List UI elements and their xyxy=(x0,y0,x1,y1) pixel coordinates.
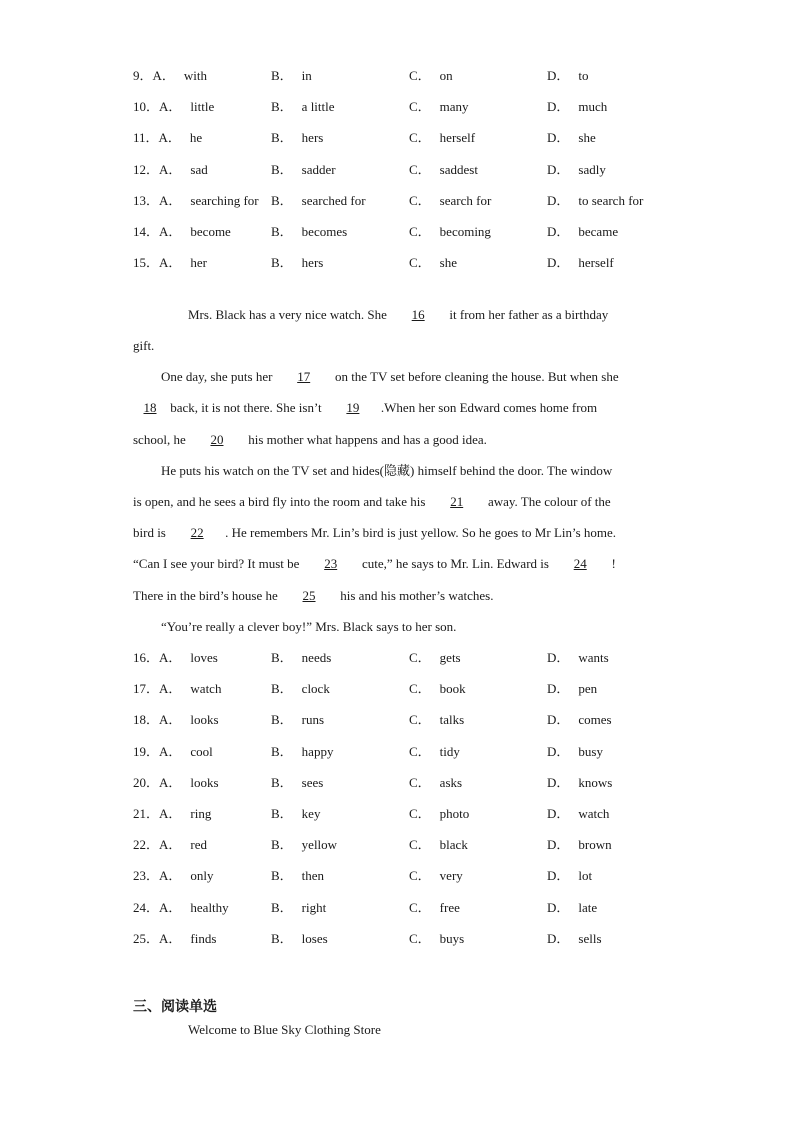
passage-line: is open, and he sees a bird fly into the room and take his 21 away. The colour of the xyxy=(133,492,611,512)
blank-25[interactable]: 25 xyxy=(302,588,316,603)
option-b[interactable] xyxy=(271,866,324,886)
option-a[interactable] xyxy=(133,866,214,886)
option-letter: B． xyxy=(271,712,293,728)
option-text: pen xyxy=(578,681,598,697)
option-letter: D． xyxy=(547,681,570,697)
blank-23[interactable]: 23 xyxy=(324,556,338,571)
passage-line: bird is 22 . He remembers Mr. Lin’s bird is just yellow. So he goes to Mr Lin’s home. xyxy=(133,523,616,543)
option-a[interactable] xyxy=(133,929,216,949)
option-text: becomes xyxy=(301,224,348,239)
passage-line: “Can I see your bird? It must be 23 cute,” he says to Mr. Lin. Edward is 24 ! xyxy=(133,554,616,574)
option-letter: C． xyxy=(409,899,431,915)
option-b[interactable] xyxy=(271,191,366,211)
option-a[interactable] xyxy=(133,679,221,699)
question-number: 10． xyxy=(133,99,160,115)
option-letter: A． xyxy=(159,930,182,946)
option-letter: A． xyxy=(159,899,182,915)
option-letter: C． xyxy=(409,224,431,239)
option-a[interactable] xyxy=(133,253,207,273)
option-a[interactable] xyxy=(133,742,213,762)
option-letter: A． xyxy=(159,681,182,697)
option-letter: B． xyxy=(271,868,293,884)
option-text: little xyxy=(190,99,215,115)
option-letter: C． xyxy=(409,255,431,271)
option-a[interactable] xyxy=(133,835,207,855)
option-text: comes xyxy=(578,712,612,728)
option-text: needs xyxy=(301,650,332,665)
option-d[interactable] xyxy=(547,191,643,211)
blank-24[interactable]: 24 xyxy=(573,556,587,571)
option-letter: D． xyxy=(547,806,570,821)
option-letter: D． xyxy=(547,161,570,177)
option-text: loves xyxy=(190,650,218,665)
option-c[interactable] xyxy=(409,742,460,762)
option-letter: A． xyxy=(159,837,182,853)
option-c[interactable] xyxy=(409,128,475,148)
option-d[interactable] xyxy=(547,773,612,793)
question-number: 15． xyxy=(133,255,160,271)
option-letter: A． xyxy=(152,68,175,83)
option-letter: B． xyxy=(271,161,293,177)
option-text: busy xyxy=(578,743,603,759)
option-letter: B． xyxy=(271,130,293,146)
option-b[interactable] xyxy=(271,773,323,793)
option-letter: B． xyxy=(271,99,293,115)
option-text: late xyxy=(578,899,598,915)
question-number: 25． xyxy=(133,930,160,946)
option-c[interactable] xyxy=(409,253,457,273)
blank-19[interactable]: 19 xyxy=(346,400,360,415)
option-text: with xyxy=(183,68,208,83)
question-number: 12． xyxy=(133,161,160,177)
option-letter: B． xyxy=(271,650,293,665)
option-b[interactable] xyxy=(271,648,331,668)
option-letter: B． xyxy=(271,68,293,83)
option-text: sees xyxy=(301,774,324,790)
passage-title: Welcome to Blue Sky Clothing Store xyxy=(188,1022,381,1037)
option-text: red xyxy=(190,837,208,853)
option-letter: C． xyxy=(409,837,431,853)
option-text: herself xyxy=(439,130,476,146)
option-text: herself xyxy=(578,255,614,271)
option-b[interactable] xyxy=(271,222,347,242)
option-text: knows xyxy=(578,774,613,790)
option-c[interactable] xyxy=(409,929,464,949)
option-text: searching for xyxy=(190,192,259,208)
option-letter: C． xyxy=(409,868,431,884)
blank-21[interactable]: 21 xyxy=(450,494,464,509)
option-letter: A． xyxy=(159,774,182,790)
option-letter: D． xyxy=(547,68,570,83)
option-b[interactable] xyxy=(271,710,324,730)
option-c[interactable] xyxy=(409,66,453,86)
option-letter: A． xyxy=(159,868,182,884)
passage-line: school, he 20 his mother what happens and has a good idea. xyxy=(133,430,487,450)
option-b[interactable] xyxy=(271,66,312,86)
option-text: ring xyxy=(190,806,212,821)
option-a[interactable] xyxy=(133,898,229,918)
option-text: black xyxy=(439,837,468,853)
option-text: key xyxy=(301,806,321,821)
option-text: finds xyxy=(190,930,217,946)
option-text: search for xyxy=(439,192,492,208)
blank-17[interactable]: 17 xyxy=(297,369,311,384)
option-text: loses xyxy=(301,930,328,946)
option-a[interactable] xyxy=(133,710,219,730)
option-a[interactable] xyxy=(133,804,211,824)
question-number: 14． xyxy=(133,224,160,239)
question-number: 19． xyxy=(133,743,160,759)
option-letter: D． xyxy=(547,192,570,208)
option-d[interactable] xyxy=(547,253,614,273)
option-letter: B． xyxy=(271,681,293,697)
option-text: watch xyxy=(190,681,222,697)
blank-16[interactable]: 16 xyxy=(411,307,425,322)
option-letter: A． xyxy=(159,806,182,821)
option-b[interactable] xyxy=(271,742,333,762)
option-text: happy xyxy=(301,743,334,759)
option-d[interactable] xyxy=(547,222,618,242)
option-text: wants xyxy=(578,650,609,665)
option-text: on xyxy=(439,68,453,83)
section-title: 三、阅读单选 xyxy=(133,999,217,1015)
option-letter: B． xyxy=(271,192,293,208)
question-number: 23． xyxy=(133,868,160,884)
option-a[interactable] xyxy=(133,97,214,117)
option-text: healthy xyxy=(190,899,229,915)
option-text: sadly xyxy=(578,161,606,177)
option-b[interactable] xyxy=(271,160,336,180)
question-number: 17． xyxy=(133,681,160,697)
option-text: became xyxy=(578,224,619,239)
option-text: free xyxy=(439,899,460,915)
option-b[interactable] xyxy=(271,929,328,949)
option-text: saddest xyxy=(439,161,478,177)
option-text: lot xyxy=(578,868,593,884)
option-c[interactable] xyxy=(409,222,491,242)
option-letter: D． xyxy=(547,868,570,884)
option-text: a little xyxy=(301,99,335,115)
passage-line: There in the bird’s house he 25 his and his mother’s watches. xyxy=(133,586,493,606)
question-number: 21． xyxy=(133,806,160,821)
blank-20[interactable]: 20 xyxy=(210,432,224,447)
option-b[interactable] xyxy=(271,253,323,273)
option-d[interactable] xyxy=(547,835,612,855)
option-a[interactable] xyxy=(133,191,259,211)
option-text: photo xyxy=(439,806,470,821)
question-number: 11． xyxy=(133,130,159,146)
question-number: 22． xyxy=(133,837,160,853)
option-text: brown xyxy=(578,837,612,853)
option-letter: A． xyxy=(159,99,182,115)
option-text: become xyxy=(190,224,231,239)
option-text: she xyxy=(439,255,458,271)
option-letter: B． xyxy=(271,899,293,915)
blank-18[interactable]: 18 xyxy=(143,400,157,415)
option-letter: C． xyxy=(409,650,431,665)
question-number: 16． xyxy=(133,650,160,665)
blank-22[interactable]: 22 xyxy=(190,525,204,540)
option-b[interactable] xyxy=(271,835,337,855)
option-c[interactable] xyxy=(409,898,460,918)
option-text: runs xyxy=(301,712,325,728)
option-c[interactable] xyxy=(409,866,463,886)
option-letter: A． xyxy=(159,192,182,208)
question-number: 20． xyxy=(133,774,160,790)
option-d[interactable] xyxy=(547,679,597,699)
option-text: watch xyxy=(578,806,610,821)
option-text: he xyxy=(189,130,203,146)
option-text: sells xyxy=(578,930,602,946)
option-d[interactable] xyxy=(547,160,606,180)
option-letter: C． xyxy=(409,806,431,821)
option-text: hers xyxy=(301,130,324,146)
option-letter: A． xyxy=(159,712,182,728)
option-text: her xyxy=(190,255,208,271)
option-d[interactable] xyxy=(547,898,597,918)
option-a[interactable] xyxy=(133,66,207,86)
option-letter: B． xyxy=(271,743,293,759)
option-letter: C． xyxy=(409,712,431,728)
option-text: then xyxy=(301,868,325,884)
option-letter: D． xyxy=(547,837,570,853)
option-text: tidy xyxy=(439,743,460,759)
option-letter: C． xyxy=(409,774,431,790)
option-text: yellow xyxy=(301,837,338,853)
passage-line: He puts his watch on the TV set and hides(隐藏) himself behind the door. The window xyxy=(161,463,613,478)
option-c[interactable] xyxy=(409,648,461,668)
option-text: becoming xyxy=(439,224,491,239)
option-letter: C． xyxy=(409,68,431,83)
option-letter: A． xyxy=(158,130,181,146)
option-letter: B． xyxy=(271,837,293,853)
option-letter: D． xyxy=(547,774,570,790)
passage-line: gift. xyxy=(133,338,155,353)
option-letter: A． xyxy=(159,224,182,239)
option-c[interactable] xyxy=(409,710,464,730)
option-text: looks xyxy=(190,774,219,790)
option-letter: D． xyxy=(547,650,570,665)
option-letter: B． xyxy=(271,774,293,790)
option-letter: A． xyxy=(159,650,182,665)
option-a[interactable] xyxy=(133,648,218,668)
question-number: 24． xyxy=(133,899,160,915)
option-text: she xyxy=(578,130,596,146)
option-a[interactable] xyxy=(133,160,208,180)
option-c[interactable] xyxy=(409,97,469,117)
option-c[interactable] xyxy=(409,160,478,180)
option-text: sad xyxy=(190,161,208,177)
option-text: buys xyxy=(439,930,465,946)
option-letter: B． xyxy=(271,255,293,271)
option-b[interactable] xyxy=(271,128,323,148)
option-text: only xyxy=(190,868,214,884)
option-letter: B． xyxy=(271,224,293,239)
option-text: to xyxy=(578,68,589,83)
option-text: to search for xyxy=(578,192,644,208)
option-c[interactable] xyxy=(409,773,462,793)
option-letter: D． xyxy=(547,712,570,728)
option-text: looks xyxy=(190,712,219,728)
question-number: 9． xyxy=(133,68,153,83)
question-number: 18． xyxy=(133,712,160,728)
option-b[interactable] xyxy=(271,679,330,699)
option-c[interactable] xyxy=(409,679,466,699)
option-letter: C． xyxy=(409,930,431,946)
option-c[interactable] xyxy=(409,804,469,824)
option-text: talks xyxy=(439,712,465,728)
option-text: clock xyxy=(301,681,330,697)
option-text: in xyxy=(301,68,312,83)
option-d[interactable] xyxy=(547,66,589,86)
option-letter: D． xyxy=(547,130,570,146)
option-letter: C． xyxy=(409,161,431,177)
option-b[interactable] xyxy=(271,97,335,117)
option-d[interactable] xyxy=(547,97,607,117)
passage-line: Mrs. Black has a very nice watch. She 16 it from her father as a birthday xyxy=(188,305,608,325)
option-letter: B． xyxy=(271,930,293,946)
option-letter: A． xyxy=(159,161,182,177)
option-d[interactable] xyxy=(547,710,612,730)
option-text: right xyxy=(301,899,327,915)
option-letter: D． xyxy=(547,899,570,915)
option-a[interactable] xyxy=(133,773,219,793)
option-text: searched for xyxy=(301,192,366,208)
option-d[interactable] xyxy=(547,866,592,886)
option-text: gets xyxy=(439,650,461,665)
option-letter: C． xyxy=(409,743,431,759)
option-text: sadder xyxy=(301,161,336,177)
option-d[interactable] xyxy=(547,648,609,668)
passage-line: 18 back, it is not there. She isn’t 19 .When her son Edward comes home from xyxy=(133,398,597,418)
option-text: asks xyxy=(439,774,463,790)
option-letter: C． xyxy=(409,192,431,208)
option-letter: D． xyxy=(547,255,570,271)
option-letter: D． xyxy=(547,743,570,759)
option-text: cool xyxy=(190,743,213,759)
option-letter: A． xyxy=(159,743,182,759)
option-letter: D． xyxy=(547,930,570,946)
option-d[interactable] xyxy=(547,929,602,949)
option-b[interactable] xyxy=(271,898,326,918)
option-text: much xyxy=(578,99,608,115)
option-c[interactable] xyxy=(409,835,468,855)
option-letter: A． xyxy=(159,255,182,271)
option-letter: D． xyxy=(547,224,570,239)
option-letter: D． xyxy=(547,99,570,115)
option-text: hers xyxy=(301,255,324,271)
option-d[interactable] xyxy=(547,128,596,148)
option-c[interactable] xyxy=(409,191,491,211)
option-text: many xyxy=(439,99,469,115)
option-d[interactable] xyxy=(547,742,603,762)
option-a[interactable] xyxy=(133,222,231,242)
option-letter: B． xyxy=(271,806,293,821)
option-letter: C． xyxy=(409,99,431,115)
option-a[interactable] xyxy=(133,128,202,148)
option-letter: C． xyxy=(409,681,431,697)
option-text: book xyxy=(439,681,466,697)
option-b[interactable] xyxy=(271,804,320,824)
option-d[interactable] xyxy=(547,804,609,824)
passage-line: One day, she puts her 17 on the TV set before cleaning the house. But when she xyxy=(161,367,619,387)
passage-line: “You’re really a clever boy!” Mrs. Black says to her son. xyxy=(161,619,457,634)
question-number: 13． xyxy=(133,192,160,208)
option-letter: C． xyxy=(409,130,431,146)
option-text: very xyxy=(439,868,463,884)
